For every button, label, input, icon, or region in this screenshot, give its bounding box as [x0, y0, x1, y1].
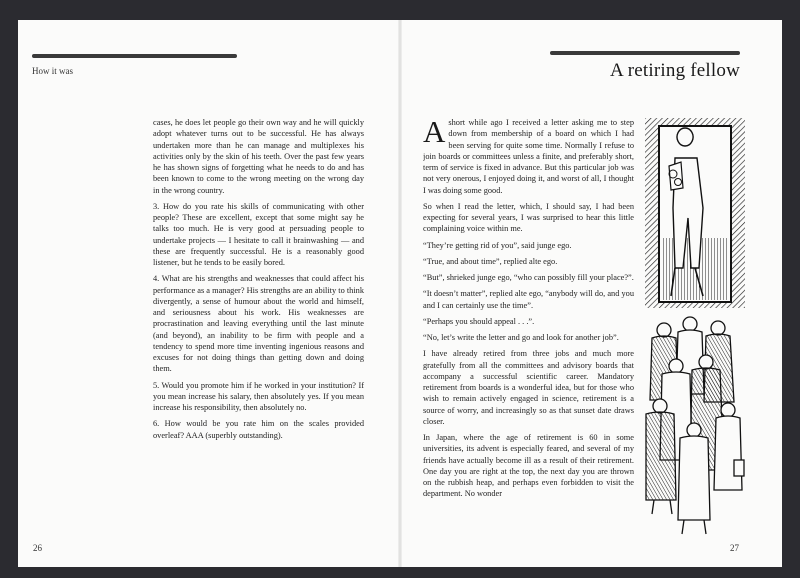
paragraph: cases, he does let people go their own way and he will quickly adopt whatever turns out to be successful. He has always undertaken more than he can manage and multiplexes his activities only by the skin of his teeth. Over the past few years he has shown signs of forgetting what he needs to do and has been known to come to the wrong meeting on the wrong day in the wrong country. — [153, 118, 364, 195]
paragraph: “True, and about time”, replied alte ego. — [423, 256, 558, 266]
paragraph: 6. How would be you rate him on the scales provided overleaf? AAA (superbly outstanding). — [153, 419, 364, 440]
opening-paragraph: Ashort while ago I received a letter asking me to step down from membership of a board on which I had been serving for quite some time. Normally I refuse to join boards or committees unless a finite, and preferably short, term of service is fixed in advance. But this particular job was not very onerous, I enjoyed doing it, and worst of all, I thought I was doing some good. — [423, 117, 634, 195]
right-text-column — [423, 117, 634, 537]
page-number-left: 26 — [33, 543, 42, 553]
paragraph: 5. Would you promote him if he worked in your institution? If you mean increase his salary, then absolutely yes. If you mean increase his responsibility, then absolutely no. — [153, 380, 364, 412]
left-header-rule — [32, 54, 237, 58]
paragraph: “No, let’s write the letter and go and look for another job”. — [423, 333, 619, 342]
doorway-illustration — [645, 118, 745, 308]
page-number-right: 27 — [730, 543, 739, 553]
paragraph: 4. What are his strengths and weaknesses that could affect his performance as a manager? His strengths are an ability to think divergently, a sense of humour about the world and himself, and seriousness about his work. His weaknesses are procrastination and leaving everything until the last minute (and beyond), an inability to be firm with people and a tendency to spend more time inventing ingenious reasons and excuses for not doing things than getting down and doing them. — [153, 274, 364, 374]
paragraph: “They’re getting rid of you”, said junge ego. — [423, 240, 572, 250]
paragraph: “But”, shrieked junge ego, “who can possibly fill your place?”. — [423, 273, 634, 282]
drop-cap: A — [423, 117, 446, 149]
page-gutter — [398, 20, 402, 567]
paragraph: In Japan, where the age of retirement is 60 in some universities, its advent is especially feared, and several of my friends have actually become ill as a result of their retirement. One day you are right at the top, the next day you are thrown on the rubbish heap, and perhaps even forbidden to visit the department. No wonder — [423, 433, 634, 499]
running-head: How it was — [32, 66, 73, 76]
paragraph: So when I read the letter, which, I should say, I had been expecting for several years, I was surprised to hear this little complaining voice within me. — [423, 201, 634, 234]
paragraph: “It doesn’t matter”, replied alte ego, “anybody will do, and you and I can certainly use the time”. — [423, 289, 634, 310]
left-text-column — [153, 117, 364, 446]
paragraph: I have already retired from three jobs and much more gratefully from all the committees and advisory boards that accompany a successful scientific career. Mandatory retirement from boards is a wonderful idea, but for those who wish to remain actively engaged in science, retirement is a source of worry, and increasingly so as that sunset date draws closer. — [423, 349, 634, 426]
crowd-illustration — [640, 310, 745, 535]
paragraph: 3. How do you rate his skills of communicating with other people? These are excellent, except that some might say he talks too much. He is very good at persuading people to undertake projects — I hesitate to call it brainwashing — and these are frequently successful. He is a reasonably good listener, but he tends to be easily bored. — [153, 201, 364, 267]
paragraph: “Perhaps you should appeal . . .”. — [423, 316, 535, 326]
right-header-rule — [550, 51, 740, 55]
page-title: A retiring fellow — [609, 60, 740, 81]
